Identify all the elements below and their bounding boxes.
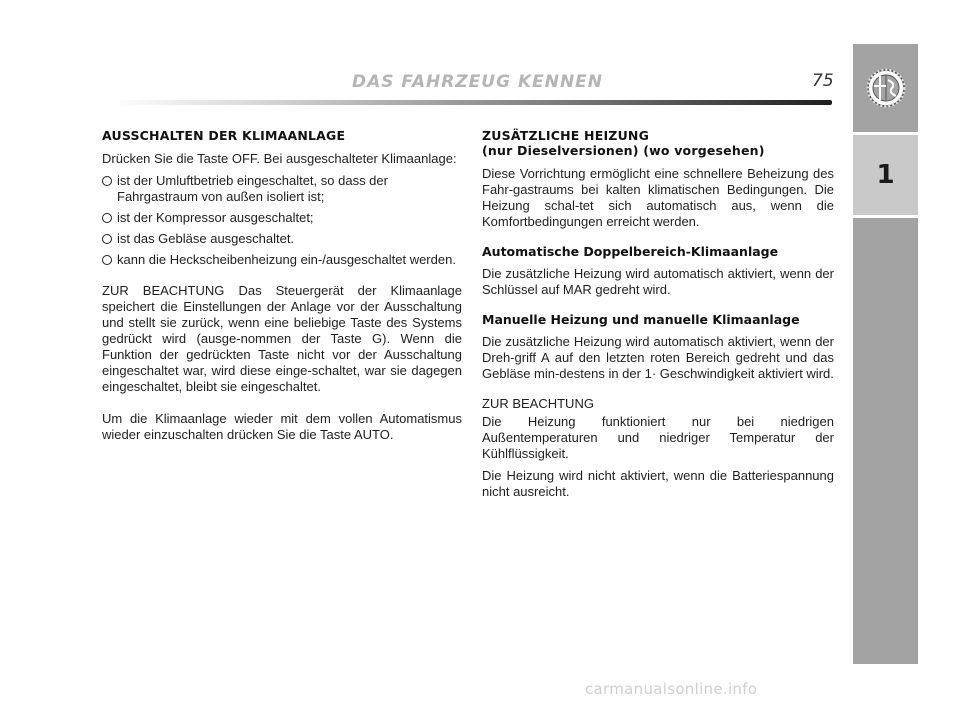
note-paragraph: ZUR BEACHTUNG Das Steuergerät der Klimaanlage speichert die Einstellungen der Anlage vor der Ausschaltung und stellt sie zurück, wenn eine beliebige Taste des Systems gedrückt wird (ausge-nommen der Taste G). Wenn die Funktion der gedrückten Taste nicht vor der Ausschaltung eingeschaltet war, wird diese einge-schaltet, war sie dagegen eingeschaltet, bleibt sie eingeschaltet. — [102, 283, 462, 394]
watermark: carmanualsonline.info — [585, 680, 758, 698]
header-rule — [112, 100, 832, 105]
bullet-icon — [102, 213, 112, 223]
left-column — [102, 128, 462, 449]
heading-line: (nur Dieselversionen) (wo vorgesehen) — [482, 143, 765, 158]
page-number: 75 — [812, 71, 834, 91]
bullet-icon — [102, 255, 112, 265]
subheading: Automatische Doppelbereich-Klimaanlage — [482, 244, 779, 259]
tab-separator — [853, 215, 918, 218]
bullet-list — [102, 173, 462, 268]
note-label: ZUR BEACHTUNG — [482, 396, 594, 411]
note-paragraph: Die Heizung funktioniert nur bei niedrigen Außentemperaturen und niedriger Temperatur der Kühlflüssigkeit. — [482, 414, 834, 461]
subheading: Manuelle Heizung und manuelle Klimaanlage — [482, 312, 800, 327]
intro-text: Diese Vorrichtung ermöglicht eine schnellere Beheizung des Fahr-gastraums bei kalten klimatischen Bedingungen. Die Heizung schal-tet sich automatisch aus, wenn die Komfortbedingungen erreicht werden. — [482, 166, 834, 229]
list-item — [102, 252, 462, 268]
list-item-text: ist der Kompressor ausgeschaltet; — [117, 210, 314, 225]
chapter-number: 1 — [853, 135, 918, 215]
list-item-text: ist das Gebläse ausgeschaltet. — [117, 231, 295, 246]
alfa-romeo-logo-icon — [866, 68, 906, 108]
section-heading — [482, 128, 834, 158]
body-paragraph: Um die Klimaanlage wieder mit dem vollen Automatismus wieder einzuschalten drücken Sie die Taste AUTO. — [102, 411, 462, 442]
section-heading: AUSSCHALTEN DER KLIMAANLAGE — [102, 128, 346, 143]
heading-line: ZUSÄTZLICHE HEIZUNG — [482, 128, 650, 143]
right-column — [482, 128, 834, 506]
bullet-icon — [102, 234, 112, 244]
logo-box — [853, 44, 918, 132]
note-paragraph: Die Heizung wird nicht aktiviert, wenn die Batteriespannung nicht ausreicht. — [482, 468, 834, 499]
intro-text: Drücken Sie die Taste OFF. Bei ausgeschalteter Klimaanlage: — [102, 151, 457, 166]
list-item-text: ist der Umluftbetrieb eingeschaltet, so dass der Fahrgastraum von außen isoliert ist; — [117, 173, 388, 204]
page-header-title: DAS FAHRZEUG KENNEN — [352, 72, 604, 92]
list-item — [102, 210, 462, 226]
list-item-text: kann die Heckscheibenheizung ein-/ausgeschaltet werden. — [117, 252, 456, 267]
body-paragraph: Die zusätzliche Heizung wird automatisch aktiviert, wenn der Schlüssel auf MAR gedreht wird. — [482, 266, 834, 297]
chapter-side-tab — [853, 44, 918, 664]
list-item — [102, 173, 462, 205]
bullet-icon — [102, 176, 112, 186]
list-item — [102, 231, 462, 247]
body-paragraph: Die zusätzliche Heizung wird automatisch aktiviert, wenn der Dreh-griff A auf den letzten roten Bereich gedreht und das Gebläse min-destens in der 1· Geschwindigkeit aktiviert wird. — [482, 334, 834, 381]
